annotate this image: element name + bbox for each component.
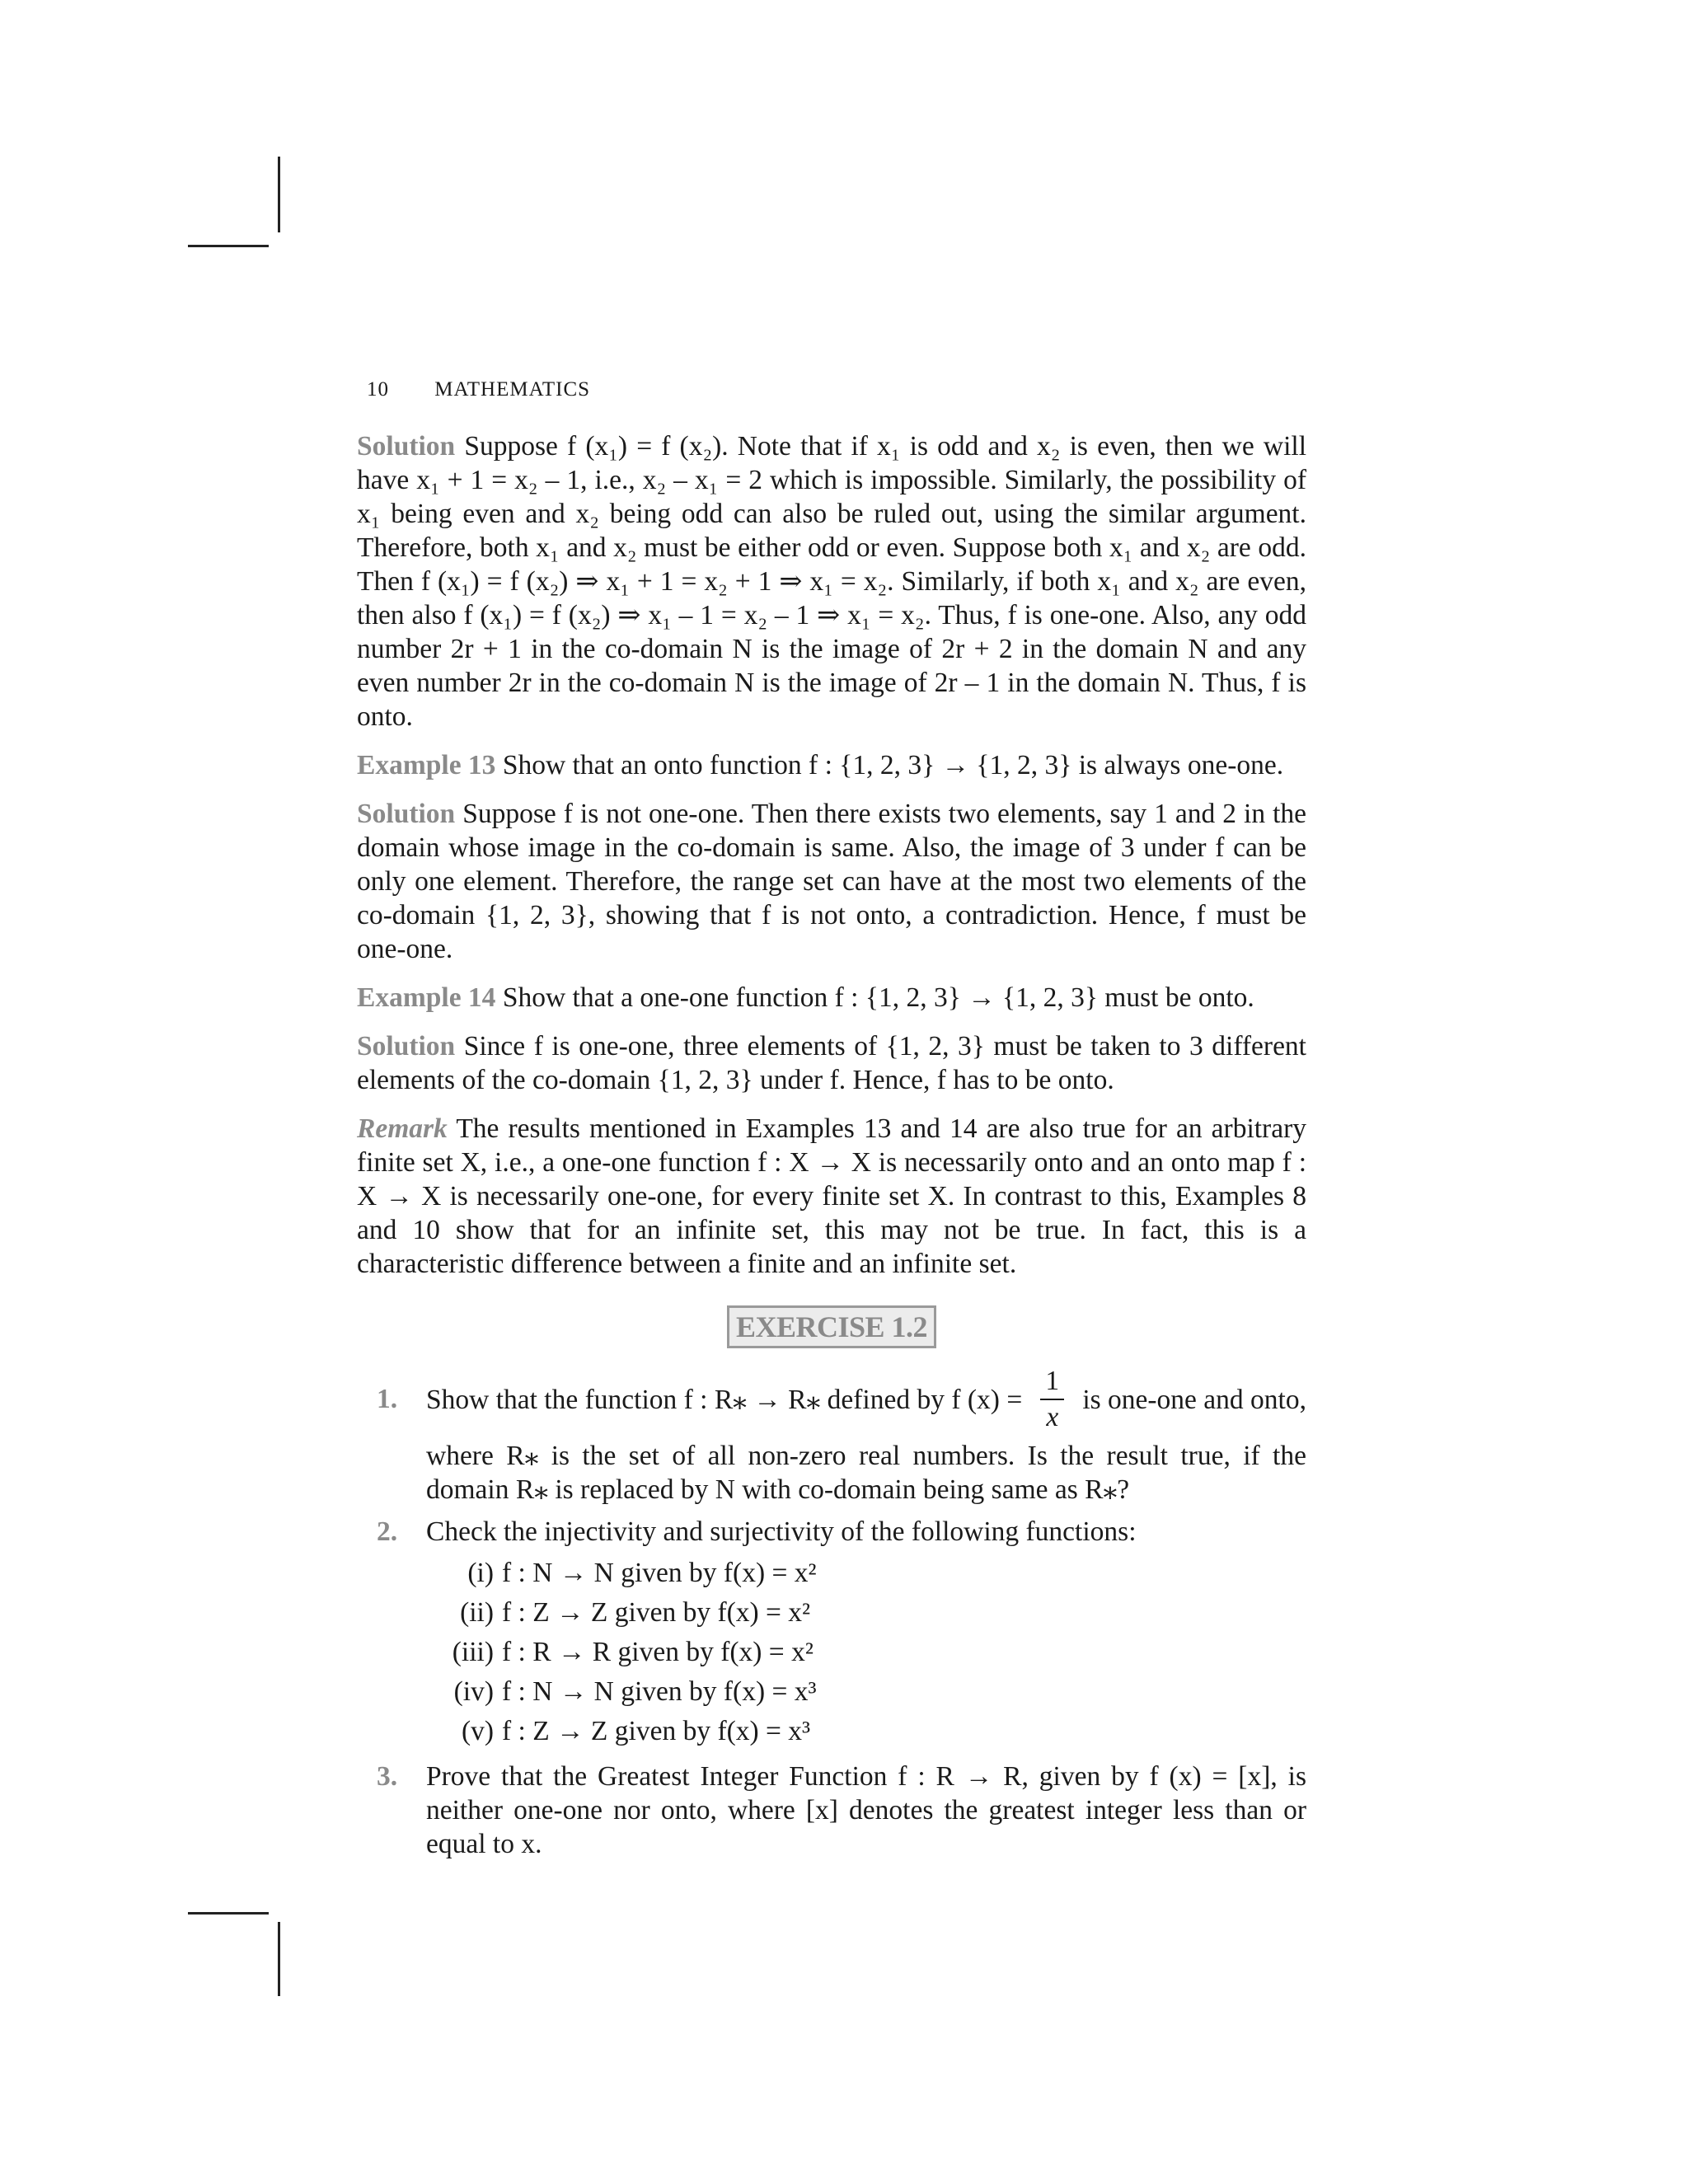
sub-question-text: f : R → R given by f(x) = x² bbox=[502, 1637, 814, 1667]
solution-text: Suppose f (x₁) = f (x₂). Note that if x₁ is odd and x₂ is even, then we will have x₁ + 1 = x₂ – 1, i.e., x₂ – x₁ = 2 which is impossible. Similarly, the possibility of x₁ being even and x₂ being odd can also be ruled out, using the similar argument. Therefore, both x₁ and x₂ must be either odd or even. Suppose both x₁ and x₂ are odd. Then f (x₁) = f (x₂) ⇒ x₁ + 1 = x₂ + 1 ⇒ x₁ = x₂. Similarly, if both x₁ and x₂ are even, then also f (x₁) = f (x₂) ⇒ x₁ – 1 = x₂ – 1 ⇒ x₁ = x₂. Thus, f is one-one. Also, any odd number 2r + 1 in the co-domain N is the image of 2r + 2 in the domain N and any even number 2r in the co-domain N is the image of 2r – 1 in the domain N. Thus, f is onto. bbox=[357, 431, 1307, 732]
example-label: Example 14 bbox=[357, 982, 496, 1013]
crop-mark-top-vertical bbox=[278, 157, 280, 232]
question-1-continuation: where R⁎ is the set of all non-zero real numbers. Is the result true, if the domain R⁎ is replaced by N with co-domain being same as R⁎? bbox=[426, 1441, 1306, 1505]
question-1-first-line bbox=[426, 1360, 1306, 1439]
sub-question bbox=[426, 1712, 1306, 1751]
sub-question-number: (iv) bbox=[453, 1676, 494, 1707]
exercise-heading bbox=[357, 1305, 1306, 1348]
question-1-lead: Show that the function f : R⁎ → R⁎ defined by f (x) = bbox=[426, 1384, 1023, 1415]
example-text: Show that an onto function f : {1, 2, 3} → {1, 2, 3} is always one-one. bbox=[502, 750, 1284, 780]
question-2-text: Check the injectivity and surjectivity of the following functions: bbox=[426, 1516, 1137, 1547]
question-1-tail: is one-one and onto, bbox=[1082, 1384, 1306, 1415]
page-content bbox=[357, 373, 1306, 1869]
fraction-numerator: 1 bbox=[1040, 1364, 1064, 1400]
sub-question-number: (i) bbox=[467, 1558, 494, 1588]
question-3 bbox=[357, 1760, 1306, 1861]
question-3-text: Prove that the Greatest Integer Function f : R → R, given by f (x) = [x], is neither one-one nor onto, where [x] denotes the greatest integer less than or equal to x. bbox=[426, 1761, 1306, 1859]
sub-question-text: f : N → N given by f(x) = x³ bbox=[502, 1676, 817, 1707]
sub-question-text: f : N → N given by f(x) = x² bbox=[502, 1558, 817, 1588]
solution-label: Solution bbox=[357, 431, 456, 462]
question-number: 1. bbox=[377, 1384, 398, 1414]
sub-question-text: f : Z → Z given by f(x) = x² bbox=[502, 1597, 811, 1628]
solution-paragraph bbox=[357, 429, 1306, 733]
fraction bbox=[1040, 1364, 1064, 1435]
exercise-title: EXERCISE 1.2 bbox=[727, 1305, 936, 1348]
question-number: 2. bbox=[377, 1516, 398, 1547]
remark-label: Remark bbox=[357, 1113, 448, 1144]
crop-mark-top-horizontal bbox=[188, 245, 269, 247]
example-13 bbox=[357, 748, 1306, 782]
sub-question-number: (ii) bbox=[460, 1597, 494, 1628]
solution-text: Since f is one-one, three elements of {1, 2, 3} must be taken to 3 different elements of the co-domain {1, 2, 3} under f. Hence, f has to be onto. bbox=[357, 1031, 1306, 1095]
solution-14 bbox=[357, 1029, 1306, 1097]
sub-question bbox=[426, 1593, 1306, 1633]
sub-question bbox=[426, 1554, 1306, 1593]
sub-question-text: f : Z → Z given by f(x) = x³ bbox=[502, 1716, 811, 1746]
sub-question-number: (v) bbox=[461, 1716, 494, 1746]
solution-label: Solution bbox=[357, 1031, 456, 1062]
running-header bbox=[357, 373, 1306, 406]
page-title: MATHEMATICS bbox=[434, 378, 591, 401]
solution-label: Solution bbox=[357, 799, 456, 829]
question-number: 3. bbox=[377, 1761, 398, 1792]
solution-text: Suppose f is not one-one. Then there exists two elements, say 1 and 2 in the domain whose image in the co-domain is same. Also, the image of 3 under f can be only one element. Therefore, the range set can have at the most two elements of the co-domain {1, 2, 3}, showing that f is not onto, a contradiction. Hence, f must be one-one. bbox=[357, 799, 1307, 964]
sub-question-number: (iii) bbox=[452, 1637, 494, 1667]
remark-text: The results mentioned in Examples 13 and 14 are also true for an arbitrary finite set X, i.e., a one-one function f : X → X is necessarily onto and an onto map f : X → X is necessarily one-one, for every finite set X. In contrast to this, Examples 8 and 10 show that for an infinite set, this may not be true. In fact, this is a characteristic difference between a finite and an infinite set. bbox=[357, 1113, 1306, 1279]
solution-13 bbox=[357, 797, 1306, 966]
crop-mark-bottom-vertical bbox=[278, 1922, 280, 1996]
fraction-denominator: x bbox=[1046, 1402, 1059, 1432]
example-14 bbox=[357, 981, 1306, 1015]
example-label: Example 13 bbox=[357, 750, 496, 780]
example-text: Show that a one-one function f : {1, 2, 3} → {1, 2, 3} must be onto. bbox=[502, 982, 1254, 1013]
sub-question bbox=[426, 1672, 1306, 1712]
question-2 bbox=[357, 1515, 1306, 1751]
sub-question bbox=[426, 1633, 1306, 1672]
crop-mark-bottom-horizontal bbox=[188, 1912, 269, 1915]
remark bbox=[357, 1112, 1306, 1281]
sub-question-list bbox=[426, 1554, 1306, 1751]
page-number: 10 bbox=[367, 378, 389, 401]
question-1 bbox=[357, 1360, 1306, 1507]
